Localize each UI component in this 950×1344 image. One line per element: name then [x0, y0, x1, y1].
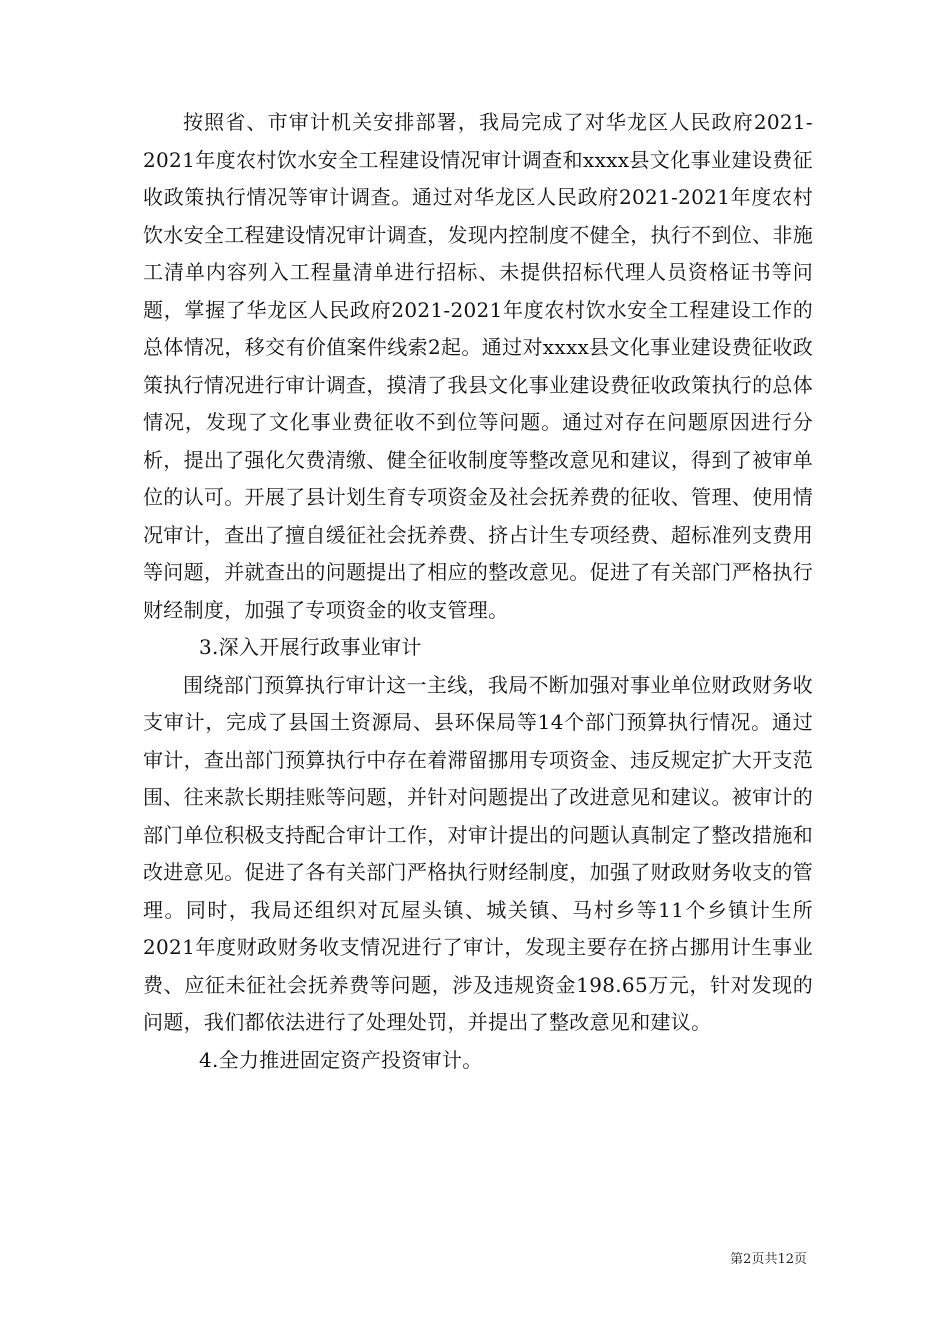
page-number-footer: 第2页共12页: [730, 1252, 807, 1267]
paragraph-department-budget-audit: 围绕部门预算执行审计这一主线，我局不断加强对事业单位财政财务收支审计，完成了县国土资源局、县环保局等14个部门预算执行情况。通过审计，查出部门预算执行中存在着滞留挪用专项资金、违反规定扩大开支范围、往来款长期挂账等问题，并针对问题提出了改进意见和建议。被审计的部门单位积极支持配合审计工作，对审计提出的问题认真制定了整改措施和改进意见。促进了各有关部门严格执行财经制度，加强了财政财务收支的管理。同时，我局还组织对瓦屋头镇、城关镇、马村乡等11个乡镇计生所2021年度财政财务收支情况进行了审计，发现主要存在挤占挪用计生事业费、应征未征社会抚养费等问题，涉及违规资金198.65万元，针对发现的问题，我们都依法进行了处理处罚，并提出了整改意见和建议。: [143, 672, 813, 1034]
section-heading-administrative-audit: 3.深入开展行政事业审计: [199, 635, 422, 659]
document-body: [143, 104, 813, 1079]
paragraph-rural-water-audit: 按照省、市审计机关安排部署，我局完成了对华龙区人民政府2021-2021年度农村饮水安全工程建设情况审计调查和xxxx县文化事业建设费征收政策执行情况等审计调查。通过对华龙区人民政府2021-2021年度农村饮水安全工程建设情况审计调查，发现内控制度不健全，执行不到位、非施工清单内容列入工程量清单进行招标、未提供招标代理人员资格证书等问题，掌握了华龙区人民政府2021-2021年度农村饮水安全工程建设工作的总体情况，移交有价值案件线索2起。通过对xxxx县文化事业建设费征收政策执行情况进行审计调查，摸清了我县文化事业建设费征收政策执行的总体情况，发现了文化事业费征收不到位等问题。通过对存在问题原因进行分析，提出了强化欠费清缴、健全征收制度等整改意见和建议，得到了被审单位的认可。开展了县计划生育专项资金及社会抚养费的征收、管理、使用情况审计，查出了擅自缓征社会抚养费、挤占计生专项经费、超标准列支费用等问题，并就查出的问题提出了相应的整改意见。促进了有关部门严格执行财经制度，加强了专项资金的收支管理。: [143, 110, 813, 622]
section-heading-fixed-asset-audit: 4.全力推进固定资产投资审计。: [199, 1047, 483, 1072]
